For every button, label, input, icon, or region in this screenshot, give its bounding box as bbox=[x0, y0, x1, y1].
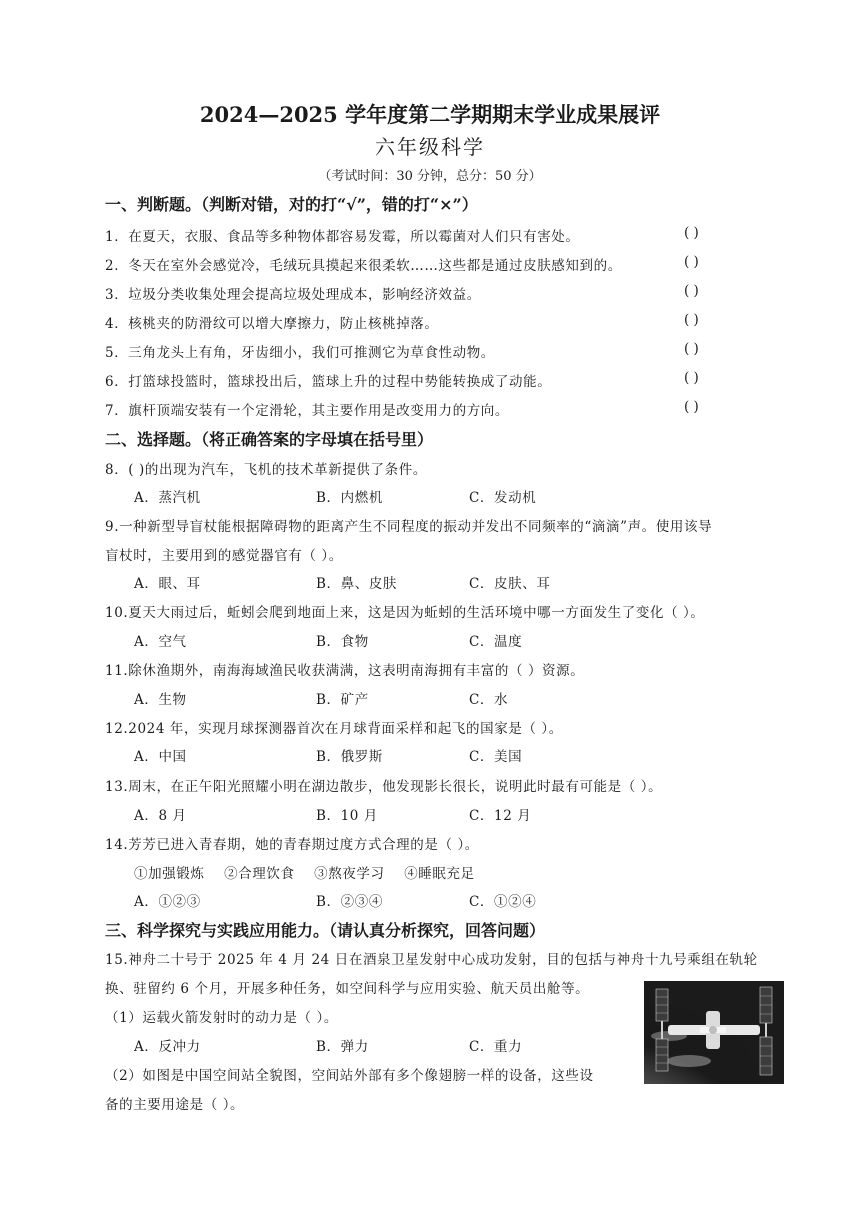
option-8-a: A．蒸汽机 bbox=[134, 490, 201, 506]
option-12-a: A．中国 bbox=[134, 749, 187, 765]
question-10: 10.夏天大雨过后，蚯蚓会爬到地面上来，这是因为蚯蚓的生活环境中哪一方面发生了变化（ ）。 bbox=[105, 605, 705, 621]
question-15-line2: 换、驻留约 6 个月，开展多种任务，如空间科学与应用实验、航天员出舱等。 bbox=[105, 981, 590, 997]
question-5: 5．三角龙头上有角，牙齿细小，我们可推测它为草食性动物。 bbox=[105, 345, 495, 361]
option-10-a: A．空气 bbox=[134, 634, 187, 650]
option-11-c: C．水 bbox=[469, 692, 509, 708]
section-heading-judgement: 一、判断题。（判断对错，对的打“√”，错的打“×”） bbox=[105, 195, 478, 214]
page-subtitle: 六年级科学 bbox=[375, 135, 485, 159]
section-heading-choice: 二、选择题。（将正确答案的字母填在括号里） bbox=[105, 430, 434, 449]
option-11-b: B．矿产 bbox=[316, 692, 369, 708]
question-2: 2．冬天在室外会感觉冷，毛绒玩具摸起来很柔软……这些都是通过皮肤感知到的。 bbox=[105, 258, 622, 274]
question-14: 14.芳芳已进入青春期，她的青春期过度方式合理的是（ ）。 bbox=[105, 837, 479, 853]
question-9-line1: 9.一种新型导盲杖能根据障碍物的距离产生不同程度的振动并发出不同频率的“滴滴”声。使用该导 bbox=[105, 519, 713, 535]
answer-paren-6: ( ) bbox=[684, 370, 699, 386]
question-15-sub2-line1: （2）如图是中国空间站全貌图，空间站外部有多个像翅膀一样的设备，这些设 bbox=[105, 1068, 594, 1084]
option-10-c: C．温度 bbox=[469, 634, 523, 650]
question-14-choices: ①加强锻炼 ②合理饮食 ③熬夜学习 ④睡眠充足 bbox=[134, 866, 475, 882]
page-title: 2024—2025 学年度第二学期期末学业成果展评 bbox=[199, 102, 661, 127]
question-15-line1: 15.神舟二十号于 2025 年 4 月 24 日在酒泉卫星发射中心成功发射，目的包括与神舟十九号乘组在轨轮 bbox=[105, 952, 758, 968]
option-15-a: A．反冲力 bbox=[134, 1039, 201, 1055]
option-13-a: A．8 月 bbox=[134, 808, 187, 824]
question-8: 8．( )的出现为汽车，飞机的技术革新提供了条件。 bbox=[105, 462, 427, 478]
answer-paren-1: ( ) bbox=[684, 225, 699, 241]
option-14-c: C．①②④ bbox=[469, 894, 537, 910]
option-8-c: C．发动机 bbox=[469, 490, 537, 506]
option-14-a: A．①②③ bbox=[134, 894, 201, 910]
option-15-c: C．重力 bbox=[469, 1039, 523, 1055]
option-10-b: B．食物 bbox=[316, 634, 369, 650]
answer-paren-5: ( ) bbox=[684, 341, 699, 357]
option-9-b: B．鼻、皮肤 bbox=[316, 576, 398, 592]
question-15-sub1: （1）运载火箭发射时的动力是（ ）。 bbox=[105, 1010, 338, 1026]
option-11-a: A．生物 bbox=[134, 692, 187, 708]
space-station-image bbox=[644, 981, 784, 1084]
option-8-b: B．内燃机 bbox=[316, 490, 383, 506]
question-12: 12.2024 年，实现月球探测器首次在月球背面采样和起飞的国家是（ ）。 bbox=[105, 721, 563, 737]
question-6: 6．打篮球投篮时，篮球投出后，篮球上升的过程中势能转换成了动能。 bbox=[105, 374, 552, 390]
option-9-c: C．皮肤、耳 bbox=[469, 576, 551, 592]
option-14-b: B．②③④ bbox=[316, 894, 383, 910]
option-13-b: B．10 月 bbox=[316, 808, 378, 824]
section-heading-inquiry: 三、科学探究与实践应用能力。（请认真分析探究，回答问题） bbox=[105, 921, 546, 940]
answer-paren-2: ( ) bbox=[684, 254, 699, 270]
answer-paren-4: ( ) bbox=[684, 312, 699, 328]
question-1: 1．在夏天，衣服、食品等多种物体都容易发霉，所以霉菌对人们只有害处。 bbox=[105, 229, 580, 245]
question-9-line2: 盲杖时，主要用到的感觉器官有（ ）。 bbox=[105, 548, 343, 564]
question-15-sub2-line2: 备的主要用途是（ ）。 bbox=[105, 1097, 245, 1113]
answer-paren-7: ( ) bbox=[684, 399, 699, 415]
option-12-c: C．美国 bbox=[469, 749, 523, 765]
option-12-b: B．俄罗斯 bbox=[316, 749, 383, 765]
option-15-b: B．弹力 bbox=[316, 1039, 369, 1055]
question-11: 11.除休渔期外，南海海域渔民收获满满，这表明南海拥有丰富的（ ）资源。 bbox=[105, 663, 585, 679]
exam-info: （考试时间：30 分钟，总分：50 分） bbox=[318, 169, 542, 184]
question-7: 7．旗杆顶端安装有一个定滑轮，其主要作用是改变用力的方向。 bbox=[105, 403, 509, 419]
option-9-a: A．眼、耳 bbox=[134, 576, 201, 592]
question-13: 13.周末，在正午阳光照耀小明在湖边散步，他发现影长很长，说明此时最有可能是（ ）。 bbox=[105, 779, 663, 795]
option-13-c: C．12 月 bbox=[469, 808, 532, 824]
question-3: 3．垃圾分类收集处理会提高垃圾处理成本，影响经济效益。 bbox=[105, 287, 481, 303]
answer-paren-3: ( ) bbox=[684, 283, 699, 299]
question-4: 4．核桃夹的防滑纹可以增大摩擦力，防止核桃掉落。 bbox=[105, 316, 439, 332]
